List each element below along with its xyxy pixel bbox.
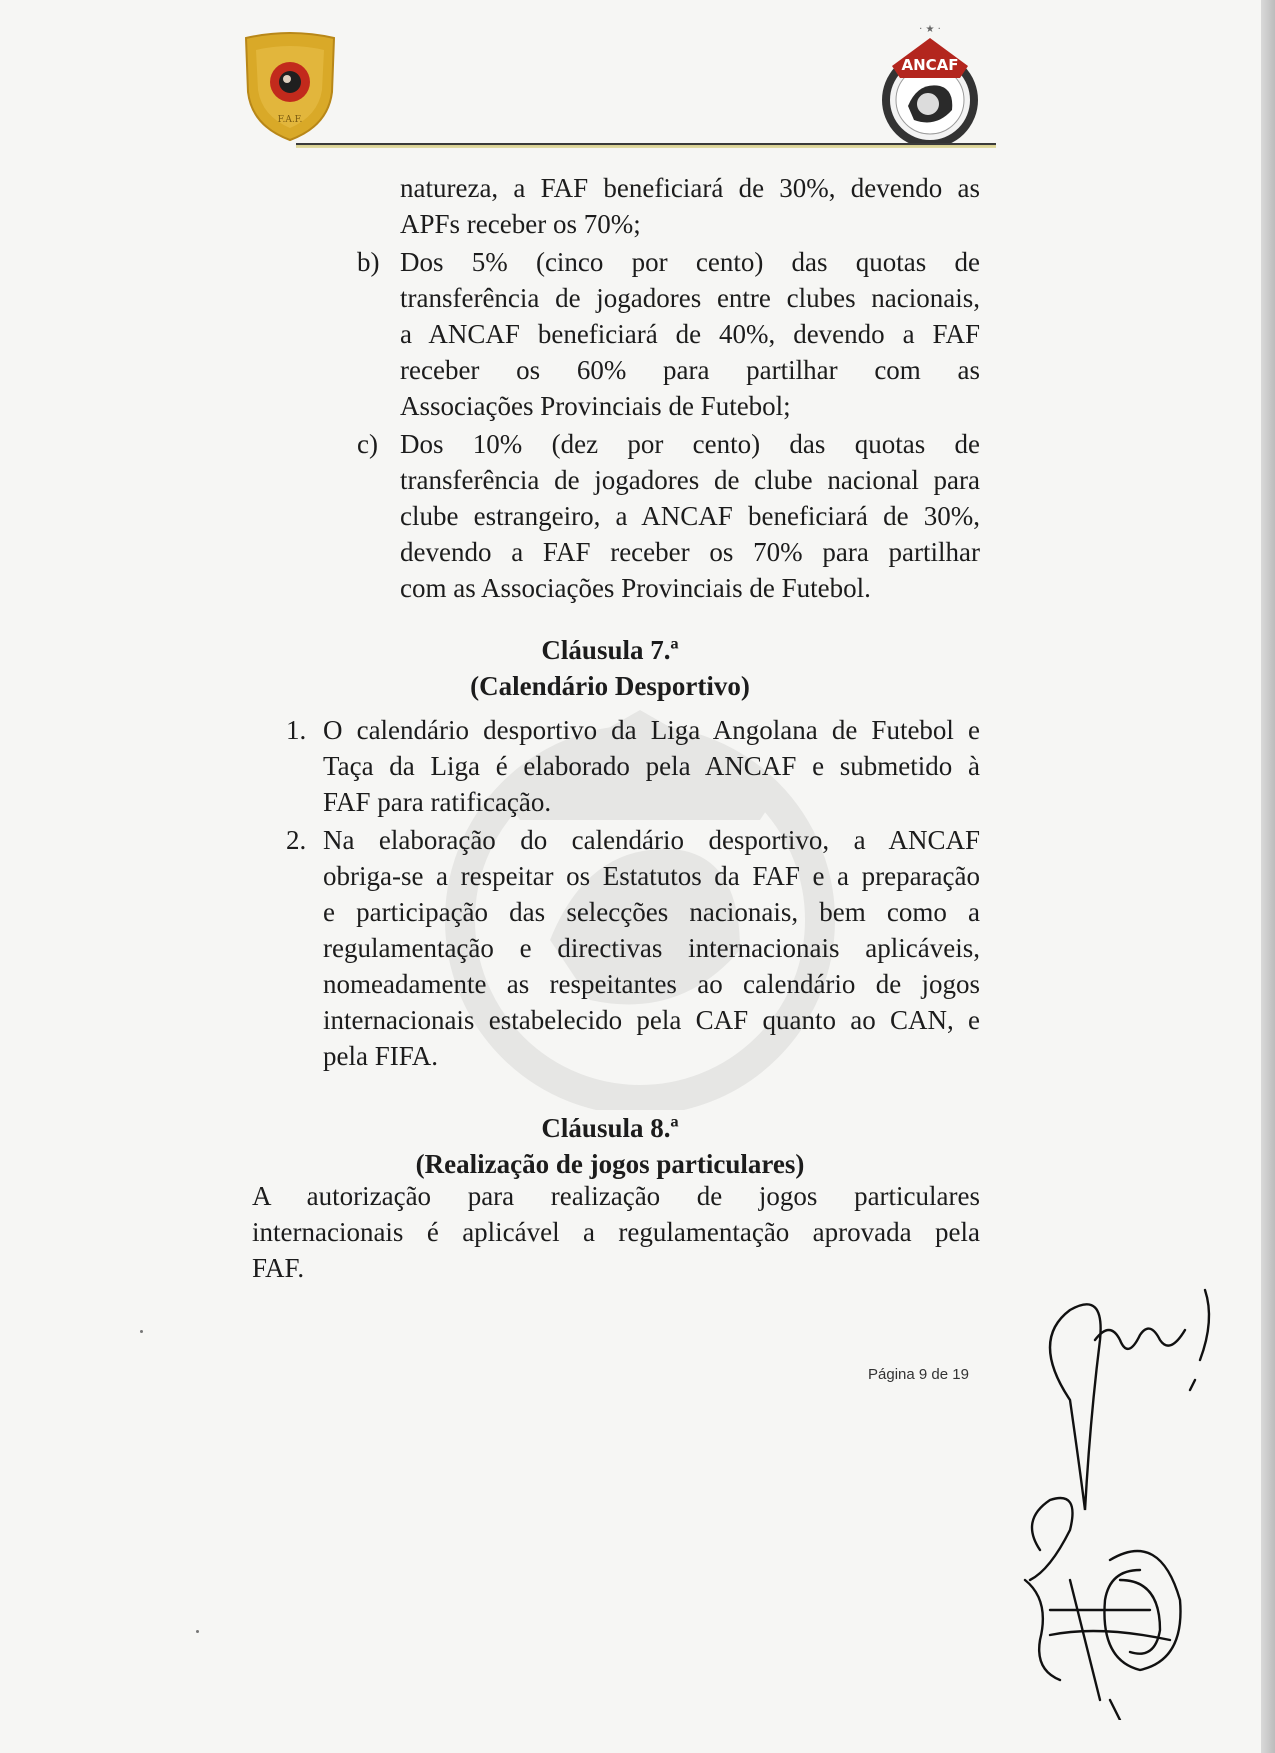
clause-7-point-1-line: Taça da Liga é elaborado pela ANCAF e submetido à xyxy=(323,751,980,781)
clause-8-line: A autorização para realização de jogos particulares xyxy=(252,1181,980,1211)
item-c-line: com as Associações Provinciais de Futebol. xyxy=(400,573,871,603)
page-edge-shadow xyxy=(1261,0,1275,1753)
clause-7-point-2-line: Na elaboração do calendário desportivo, a ANCAF xyxy=(323,825,980,855)
faf-crest-logo-icon xyxy=(240,30,340,142)
clause-7-point-2-line: regulamentação e directivas internacionais aplicáveis, xyxy=(323,933,980,963)
item-c-label: c) xyxy=(357,429,378,459)
item-c-line: Dos 10% (dez por cento) das quotas de xyxy=(400,429,980,459)
item-b-line: a ANCAF beneficiará de 40%, devendo a FAF xyxy=(400,319,980,349)
svg-text:F.A.F.: F.A.F. xyxy=(277,115,303,125)
clause-8-line: FAF. xyxy=(252,1253,305,1283)
item-b-label: b) xyxy=(357,247,380,277)
clause-7-point-2-line: e participação das selecções nacionais, bem como a xyxy=(323,897,980,927)
ancaf-seal-logo-icon xyxy=(870,20,990,150)
intro-line-2: APFs receber os 70%; xyxy=(400,209,641,239)
clause-7-title: Cláusula 7.ª xyxy=(541,635,679,665)
item-c-line: transferência de jogadores de clube nacional para xyxy=(400,465,980,495)
svg-text:ANCAF: ANCAF xyxy=(901,56,959,74)
scan-speck xyxy=(196,1630,199,1633)
header-rule xyxy=(296,143,996,148)
clause-8-line: internacionais é aplicável a regulamentação aprovada pela xyxy=(252,1217,980,1247)
clause-7-point-2-line: pela FIFA. xyxy=(323,1041,438,1071)
item-b-line: Associações Provinciais de Futebol; xyxy=(400,391,791,421)
clause-7-point-2-label: 2. xyxy=(286,825,307,855)
item-b-line: Dos 5% (cinco por cento) das quotas de xyxy=(400,247,980,277)
svg-text:· ★ ·: · ★ · xyxy=(919,24,941,35)
page-number: Página 9 de 19 xyxy=(868,1366,969,1383)
scan-speck xyxy=(140,1330,143,1333)
clause-7-subtitle: (Calendário Desportivo) xyxy=(470,671,750,701)
clause-7-point-1-line: FAF para ratificação. xyxy=(323,787,552,817)
clause-7-point-1-label: 1. xyxy=(286,715,307,745)
clause-8-subtitle: (Realização de jogos particulares) xyxy=(415,1149,805,1179)
item-c-line: devendo a FAF receber os 70% para partilhar xyxy=(400,537,980,567)
item-c-line: clube estrangeiro, a ANCAF beneficiará de 30%, xyxy=(400,501,980,531)
clause-8-title: Cláusula 8.ª xyxy=(541,1113,679,1143)
item-b-line: transferência de jogadores entre clubes nacionais, xyxy=(400,283,980,313)
handwritten-signature-icon xyxy=(1010,1280,1240,1720)
clause-7-point-1-line: O calendário desportivo da Liga Angolana de Futebol e xyxy=(323,715,980,745)
clause-7-point-2-line: internacionais estabelecido pela CAF quanto ao CAN, e xyxy=(323,1005,980,1035)
item-b-line: receber os 60% para partilhar com as xyxy=(400,355,980,385)
clause-7-point-2-line: obriga-se a respeitar os Estatutos da FAF e a preparação xyxy=(323,861,980,891)
intro-line-1: natureza, a FAF beneficiará de 30%, devendo as xyxy=(400,173,980,203)
clause-7-point-2-line: nomeadamente as respeitantes ao calendário de jogos xyxy=(323,969,980,999)
